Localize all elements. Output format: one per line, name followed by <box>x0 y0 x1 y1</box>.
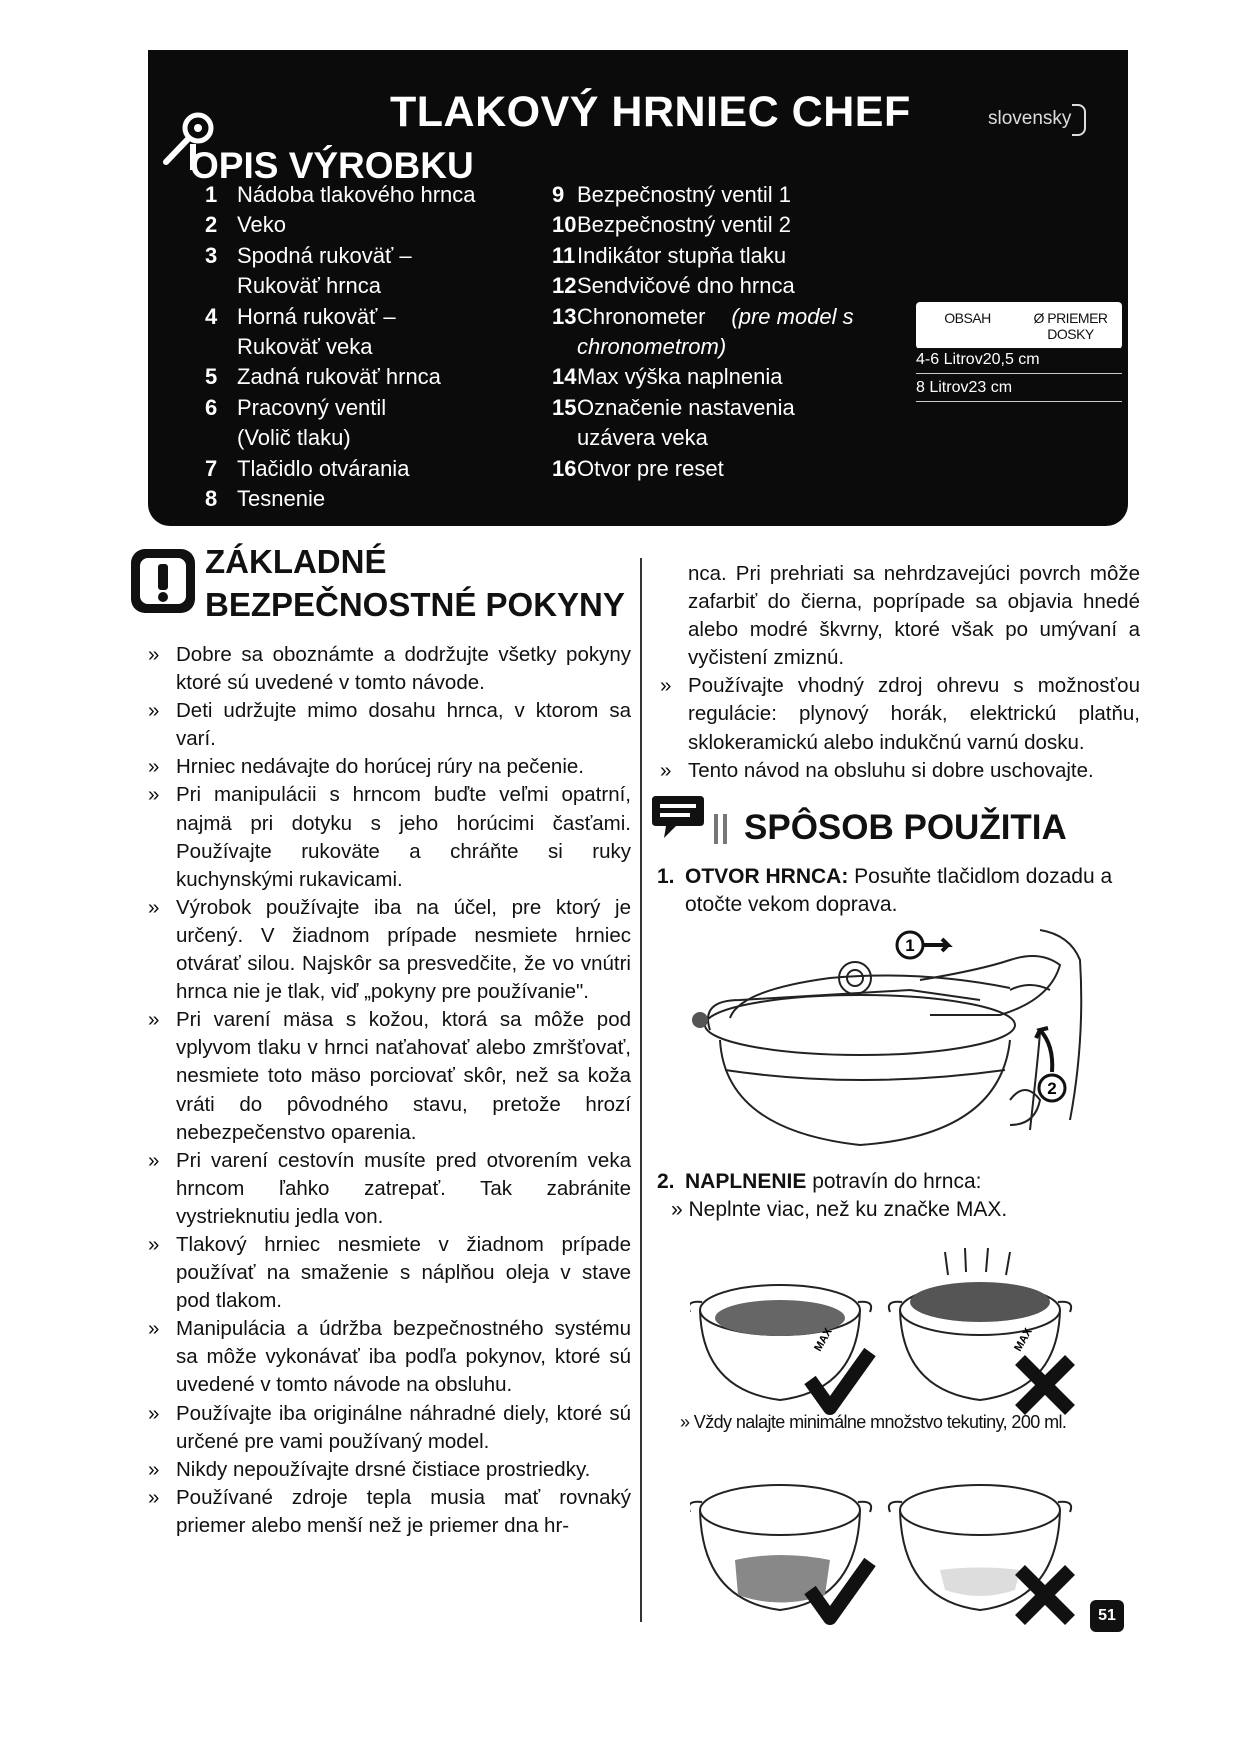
capacity-table-body <box>916 346 1122 402</box>
parts-list-item <box>205 393 476 423</box>
parts-list-item <box>552 302 854 332</box>
part-label: (Volič tlaku) <box>237 425 351 451</box>
part-label: Zadná rukoväť hrnca <box>237 364 441 390</box>
parts-list-item <box>205 241 476 271</box>
page-title: TLAKOVÝ HRNIEC CHEF <box>390 88 911 136</box>
list-item-text: Tento návod na obsluhu si dobre uschovajte. <box>688 758 1094 782</box>
part-number: 1 <box>205 182 218 207</box>
bullet-marker: » <box>148 1148 160 1172</box>
bullet-marker: » <box>148 755 160 779</box>
list-item <box>148 1315 631 1399</box>
part-label: Rukoväť veka <box>237 334 373 360</box>
list-item-text: Používané zdroje tepla musia mať rovnaký priemer alebo menší než je priemer dna hr- <box>176 1485 631 1537</box>
bullet-marker: » <box>660 758 672 782</box>
table-column-header: Ø PRIEMER DOSKY <box>1033 310 1108 342</box>
part-label: Nádoba tlakového hrnca <box>237 182 476 207</box>
parts-list-item <box>205 180 476 210</box>
language-label: slovensky <box>988 108 1072 129</box>
step-number: 2. <box>657 1170 675 1193</box>
part-number: 16 <box>552 455 577 481</box>
section-numeral-mark <box>714 814 728 844</box>
part-number: 2 <box>205 212 218 238</box>
table-cell: 8 Litrov <box>916 379 969 396</box>
open-cooker-illustration <box>680 920 1100 1155</box>
part-number <box>205 332 237 362</box>
list-item <box>148 1147 631 1231</box>
safety-continuation: nca. Pri prehriati sa nehrdzavejúci povrch môže zafarbiť do čierna, poprípade sa objavia hnedé alebo modré škvrny, ktoré však po umývaní a vyčistení zmiznú. <box>688 562 1140 670</box>
bullet-marker: » <box>148 699 160 723</box>
list-item <box>148 894 631 1006</box>
part-number: 7 <box>205 455 218 481</box>
part-label: Sendvičové dno hrnca <box>577 273 795 299</box>
list-item <box>148 1006 631 1146</box>
parts-list-item <box>552 362 854 392</box>
part-label: Rukoväť hrnca <box>237 273 381 299</box>
table-cell: 23 cm <box>968 379 1013 396</box>
list-item <box>148 641 631 697</box>
parts-list-item <box>552 210 854 240</box>
callout-label: 1 <box>905 936 915 955</box>
step-text: Posuňte tlačidlom dozadu a otočte vekom doprava. <box>685 865 1113 916</box>
part-label: Označenie nastavenia <box>577 394 795 420</box>
parts-list-item <box>205 362 476 392</box>
section-title-text: OPIS VÝROBKU <box>190 145 474 186</box>
part-label: Chronometer <box>577 303 706 329</box>
safety-list-left <box>148 641 631 1540</box>
list-item-text: Nikdy nepoužívajte drsné čistiace prostriedky. <box>176 1457 591 1481</box>
fill-max-illustration <box>690 1240 1090 1420</box>
bullet-marker: » <box>660 674 672 698</box>
list-item-text: Pri varení mäsa s kožou, ktorá sa môže pod vplyvom tlaku v hrnci naťahovať alebo zmršťovať, nesmiete toto mäso porciovať skôr, než sa koža vráti do pôvodného stavu, pretože hrozí nebezpečenstvo oparenia. <box>176 1008 631 1144</box>
list-item <box>148 1400 631 1456</box>
list-item-text: Manipulácia a údržba bezpečnostného systému sa môže vykonávať iba podľa pokynov, ktoré sú uvedené v tomto návode na obsluhu. <box>176 1317 631 1397</box>
bullet-marker: » <box>148 643 160 666</box>
step-text: potravín do hrnca: <box>812 1170 982 1193</box>
bullet-marker: » <box>148 1457 160 1481</box>
parts-list-item <box>205 454 476 484</box>
list-item-text: Tlakový hrniec nesmiete v žiadnom prípade používať na smaženie s náplňou oleja v stave pod tlakom. <box>176 1232 631 1313</box>
page-number: 51 <box>1090 1600 1124 1632</box>
table-cell: 4-6 Litrov <box>916 351 983 368</box>
parts-list-item <box>552 454 854 484</box>
capacity-table-header <box>916 302 1122 349</box>
bullet-marker: » <box>148 1401 160 1425</box>
list-item <box>148 1231 631 1315</box>
parts-list-item <box>205 423 476 453</box>
parts-list-item <box>552 393 854 423</box>
language-bracket <box>1072 104 1086 136</box>
part-note: (pre model s <box>731 303 854 329</box>
bullet-marker: » <box>148 1317 160 1341</box>
step-title: OTVOR HRNCA: <box>685 865 849 888</box>
speech-bubble-icon <box>650 792 706 842</box>
bullet-marker: » <box>148 1485 160 1509</box>
part-label: Bezpečnostný ventil 1 <box>577 182 792 207</box>
part-number: 15 <box>552 394 577 420</box>
list-item-text: Pri varení cestovín musíte pred otvorením veka hrncom ľahko zatrepať. Tak zabránite vystrieknutiu jedla von. <box>176 1148 631 1228</box>
list-item-text: Dobre sa oboznámte a dodržujte všetky pokyny ktoré sú uvedené v tomto návode. <box>176 643 631 695</box>
table-row <box>916 374 1122 402</box>
cross-icon <box>1020 1570 1070 1620</box>
list-item-text: Deti udržujte mimo dosahu hrnca, v ktorom sa varí. <box>176 699 631 751</box>
part-label: Max výška naplnenia <box>577 364 783 390</box>
parts-list-item <box>552 180 854 210</box>
column-divider <box>640 558 642 1622</box>
table-cell: 20,5 cm <box>982 351 1040 368</box>
callout-label: 2 <box>1047 1079 1057 1098</box>
parts-list-item <box>205 332 476 362</box>
parts-list-right <box>552 180 854 484</box>
part-number: 11 <box>552 242 576 268</box>
list-item-text: Pri manipulácii s hrncom buďte veľmi opatrní, najmä pri dotyku s jeho horúcimi časťami. Používajte rukoväte a chráňte si ruky kuchynskými rukavicami. <box>176 783 631 891</box>
section-title-safety <box>205 540 625 626</box>
step-subnote: » Neplnte viac, než ku značke MAX. <box>671 1198 1008 1221</box>
part-number <box>552 332 577 362</box>
table-row <box>916 346 1122 374</box>
list-item-text: Používajte iba originálne náhradné diely, ktoré sú určené pre vami používaný model. <box>176 1401 631 1453</box>
parts-list-item <box>552 241 854 271</box>
part-label: Indikátor stupňa tlaku <box>577 242 787 268</box>
safety-title-line1: ZÁKLADNÉ <box>205 543 387 580</box>
parts-list-item <box>205 484 476 514</box>
bullet-marker: » <box>148 783 160 807</box>
check-icon <box>810 1352 870 1408</box>
list-item-text: Hrniec nedávajte do horúcej rúry na pečenie. <box>176 755 584 779</box>
part-number: 8 <box>205 486 218 512</box>
warning-icon <box>128 546 198 616</box>
cross-icon <box>1020 1360 1070 1410</box>
bullet-marker: » <box>148 895 160 919</box>
step-open <box>657 863 1137 919</box>
list-item <box>148 753 631 781</box>
part-label: Spodná rukoväť – <box>237 242 412 268</box>
safety-list-right <box>660 560 1140 785</box>
part-number: 14 <box>552 364 577 390</box>
min-liquid-illustration <box>690 1470 1090 1640</box>
table-column-header: OBSAH <box>944 310 991 326</box>
minimum-liquid-note: » Vždy nalajte minimálne množstvo tekutiny, 200 ml. <box>680 1412 1067 1432</box>
part-number: 12 <box>552 273 577 299</box>
parts-list-item <box>205 210 476 240</box>
part-label: Pracovný ventil <box>237 394 387 420</box>
bullet-marker: » <box>148 1232 160 1256</box>
parts-list-item <box>205 302 476 332</box>
step-number: 1. <box>657 865 675 888</box>
part-number <box>552 423 577 453</box>
part-label: uzávera veka <box>577 425 708 451</box>
parts-list-item <box>552 271 854 301</box>
part-label: Tesnenie <box>237 486 326 512</box>
part-label: Otvor pre reset <box>577 455 724 481</box>
list-item <box>148 781 631 893</box>
part-number: 5 <box>205 364 218 390</box>
list-item <box>148 1484 631 1540</box>
safety-title-line2: BEZPEČNOSTNÉ POKYNY <box>205 586 625 623</box>
part-number: 9 <box>552 182 565 207</box>
parts-list-item <box>552 332 854 362</box>
max-mark: MAX <box>812 1326 835 1354</box>
parts-list-left <box>205 180 476 514</box>
part-number: 10 <box>552 212 577 238</box>
bullet-marker: » <box>148 1008 160 1032</box>
parts-list-item <box>552 423 854 453</box>
list-item-text: Výrobok používajte iba na účel, pre ktorý je určený. V žiadnom prípade nesmiete hrniec otvárať silou. Najskôr sa presvedčite, že vo vnútri hrnca nie je tlak, viď „pokyny pre používanie". <box>176 895 631 1004</box>
part-label: Tlačidlo otvárania <box>237 455 410 481</box>
part-label: Bezpečnostný ventil 2 <box>577 212 792 238</box>
section-title-usage: SPÔSOB POUŽITIA <box>744 808 1067 847</box>
part-number: 13 <box>552 303 577 329</box>
part-label: chronometrom) <box>577 334 727 360</box>
step-title: NAPLNENIE <box>685 1170 807 1193</box>
list-item <box>148 697 631 753</box>
part-number: 4 <box>205 303 218 329</box>
step-fill <box>657 1168 1137 1224</box>
list-item <box>660 757 1140 785</box>
list-item-text: Používajte vhodný zdroj ohrevu s možnosťou regulácie: plynový horák, elektrickú platňu, sklokeramickú alebo indukčnú varnú dosku. <box>688 674 1140 754</box>
max-mark: MAX <box>1012 1326 1035 1354</box>
parts-list-item <box>205 271 476 301</box>
part-number <box>205 271 237 301</box>
list-item <box>660 672 1140 756</box>
part-number: 6 <box>205 394 218 420</box>
part-label: Horná rukoväť – <box>237 303 396 329</box>
part-label: Veko <box>237 212 286 238</box>
part-number: 3 <box>205 242 218 268</box>
part-number <box>205 423 237 453</box>
list-item <box>148 1456 631 1484</box>
